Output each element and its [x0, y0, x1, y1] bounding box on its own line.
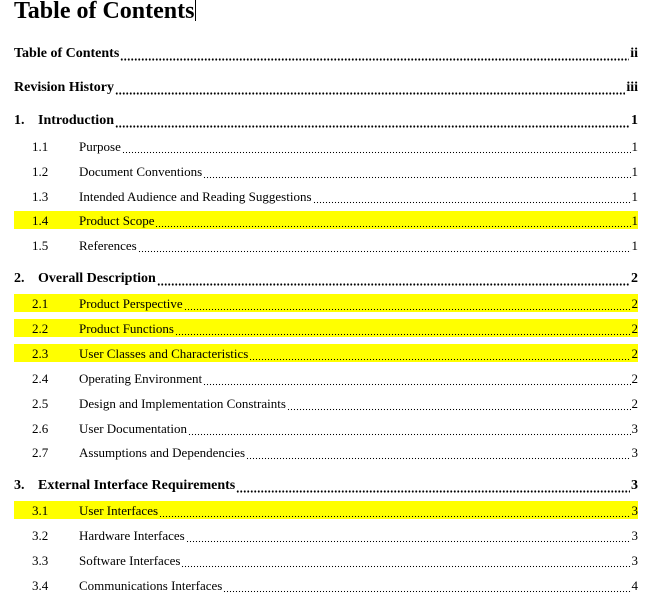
toc-entry-number: 3. — [14, 478, 25, 493]
dot-leader — [175, 323, 631, 337]
dot-leader — [181, 555, 630, 569]
dot-leader — [188, 423, 631, 437]
toc-page-number: 2 — [631, 271, 638, 286]
toc-entry-number: 2.1 — [32, 296, 49, 311]
toc-entry-number: 2.3 — [32, 346, 49, 361]
toc-subsection-entry[interactable] — [14, 419, 638, 437]
dot-leader — [236, 480, 630, 494]
dot-leader — [138, 240, 631, 254]
toc-heading-entry[interactable] — [14, 44, 638, 62]
toc-page-number: 2 — [631, 346, 638, 361]
toc-entry-title: Operating Environment — [79, 371, 203, 386]
toc-page-number: 2 — [631, 321, 638, 336]
toc-entry-number: 3.4 — [32, 578, 49, 593]
toc-subsection-entry[interactable] — [14, 344, 638, 362]
toc-page-number: ii — [630, 46, 638, 61]
toc-page-number: 4 — [631, 578, 638, 593]
toc-page-number: 3 — [631, 421, 638, 436]
toc-entry-title: Intended Audience and Reading Suggestions — [79, 189, 312, 204]
dot-leader — [122, 141, 631, 155]
toc-page-number: 3 — [631, 528, 638, 543]
toc-entry-number: 3.3 — [32, 553, 49, 568]
dot-leader — [115, 82, 625, 96]
toc-subsection-entry[interactable] — [14, 187, 638, 205]
toc-entry-title: Introduction — [38, 113, 114, 128]
toc-page-number: 2 — [631, 371, 638, 386]
toc-entry-title: Hardware Interfaces — [79, 528, 185, 543]
toc-page-number: 3 — [631, 553, 638, 568]
toc-entry-number: 2.6 — [32, 421, 49, 436]
toc-entry-title: Product Perspective — [79, 296, 183, 311]
dot-leader — [203, 373, 630, 387]
dot-leader — [246, 447, 630, 461]
toc-subsection-entry[interactable] — [14, 236, 638, 254]
dot-leader — [157, 273, 630, 287]
toc-page-number: 3 — [631, 445, 638, 460]
toc-subsection-entry[interactable] — [14, 137, 638, 155]
text-cursor — [195, 0, 196, 21]
toc-subsection-entry[interactable] — [14, 394, 638, 412]
toc-subsection-entry[interactable] — [14, 369, 638, 387]
toc-entry-number: 3.1 — [32, 503, 49, 518]
toc-subsection-entry[interactable] — [14, 211, 638, 229]
toc-entry-title: Product Functions — [79, 321, 174, 336]
dot-leader — [159, 505, 630, 519]
toc-entry-title: References — [79, 238, 137, 253]
dot-leader — [203, 166, 630, 180]
toc-subsection-entry[interactable] — [14, 443, 638, 461]
toc-heading-entry[interactable] — [14, 269, 638, 287]
toc-entry-number: 2.4 — [32, 371, 49, 386]
toc-entry-title: User Interfaces — [79, 503, 159, 518]
toc-entry-title: Design and Implementation Constraints — [79, 396, 286, 411]
toc-page-number: 1 — [631, 139, 638, 154]
toc-page-number: 2 — [631, 396, 638, 411]
toc-subsection-entry[interactable] — [14, 526, 638, 544]
dot-leader — [115, 115, 630, 129]
toc-heading-entry[interactable] — [14, 476, 638, 494]
toc-page-number: 3 — [631, 478, 638, 493]
toc-entry-number: 1.3 — [32, 189, 49, 204]
toc-page-number: iii — [626, 80, 638, 95]
toc-entry-number: 1.4 — [32, 213, 49, 228]
toc-heading-entry[interactable] — [14, 111, 638, 129]
toc-page-number: 1 — [631, 213, 638, 228]
page-title: Table of Contents — [14, 0, 195, 24]
toc-subsection-entry[interactable] — [14, 576, 638, 594]
toc-subsection-entry[interactable] — [14, 294, 638, 312]
toc-entry-number: 3.2 — [32, 528, 49, 543]
toc-entry-title: Assumptions and Dependencies — [79, 445, 246, 460]
toc-entry-title: Purpose — [79, 139, 121, 154]
toc-page-number: 2 — [631, 296, 638, 311]
toc-entry-number: 2.5 — [32, 396, 49, 411]
toc-entry-number: 1.5 — [32, 238, 49, 253]
toc-entry-title: User Classes and Characteristics — [79, 346, 249, 361]
toc-entry-title: Product Scope — [79, 213, 155, 228]
toc-entry-title: Overall Description — [38, 271, 156, 286]
toc-entry-number: 1.2 — [32, 164, 49, 179]
toc-entry-title: External Interface Requirements — [38, 478, 236, 493]
toc-heading-entry[interactable] — [14, 78, 638, 96]
toc-entry-title: User Documentation — [79, 421, 187, 436]
dot-leader — [249, 348, 630, 362]
toc-entry-title: Revision History — [14, 80, 114, 95]
toc-entry-title: Table of Contents — [14, 46, 120, 61]
toc-entry-title: Software Interfaces — [79, 553, 181, 568]
dot-leader — [223, 580, 630, 594]
toc-entry-number: 2.2 — [32, 321, 49, 336]
dot-leader — [155, 215, 630, 229]
dot-leader — [184, 298, 631, 312]
toc-page-number: 1 — [631, 238, 638, 253]
toc-subsection-entry[interactable] — [14, 501, 638, 519]
toc-page-number: 1 — [631, 189, 638, 204]
dot-leader — [120, 48, 629, 62]
toc-entry-number: 2.7 — [32, 445, 49, 460]
dot-leader — [186, 530, 631, 544]
toc-entry-title: Communications Interfaces — [79, 578, 223, 593]
toc-entry-number: 1. — [14, 113, 25, 128]
toc-entry-title: Document Conventions — [79, 164, 203, 179]
toc-page-number: 3 — [631, 503, 638, 518]
toc-page-number: 1 — [631, 113, 638, 128]
dot-leader — [313, 191, 631, 205]
toc-subsection-entry[interactable] — [14, 162, 638, 180]
toc-entry-number: 2. — [14, 271, 25, 286]
toc-page-number: 1 — [631, 164, 638, 179]
toc-subsection-entry[interactable] — [14, 551, 638, 569]
toc-entry-number: 1.1 — [32, 139, 49, 154]
toc-subsection-entry[interactable] — [14, 319, 638, 337]
dot-leader — [287, 398, 631, 412]
